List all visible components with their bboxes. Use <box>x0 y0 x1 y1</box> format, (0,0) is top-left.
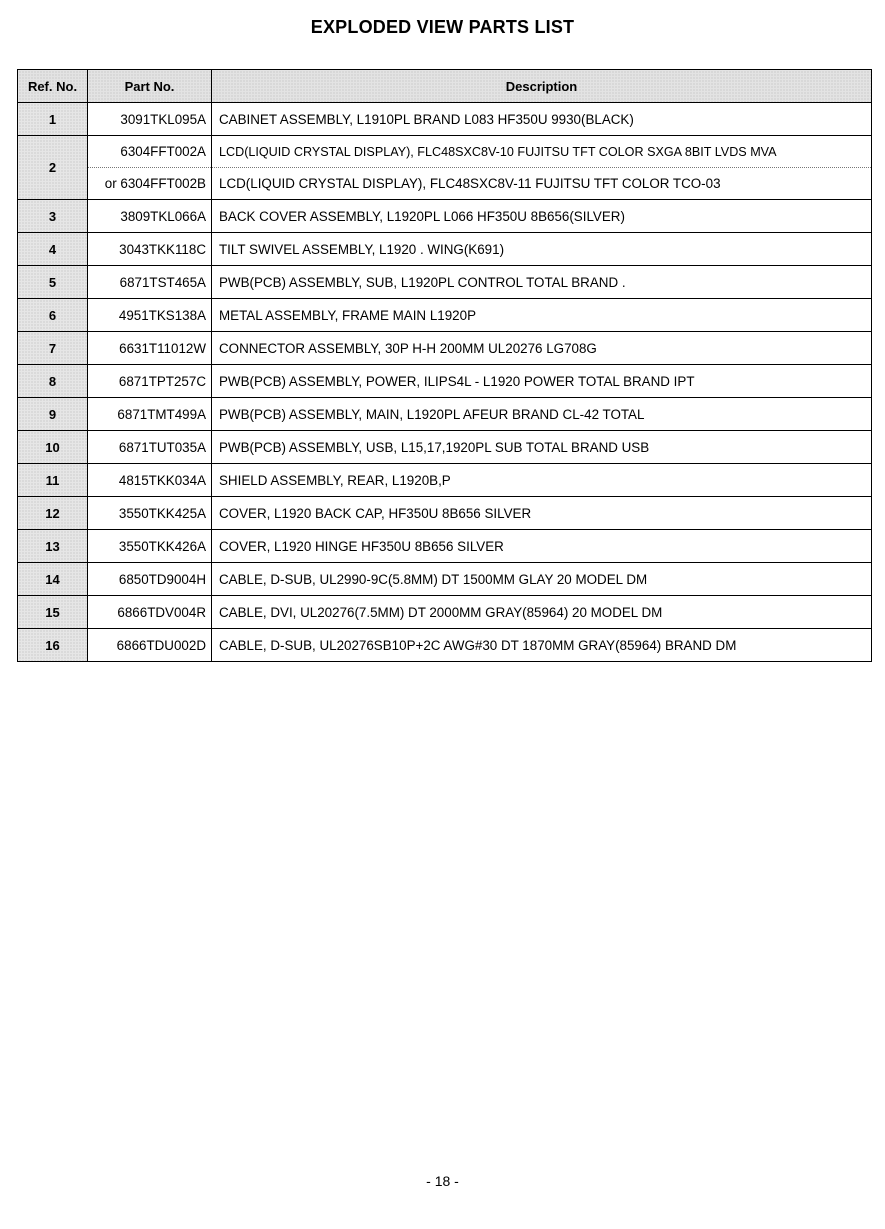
part-no-cell: 6304FFT002A <box>88 136 212 168</box>
table-row <box>18 398 872 431</box>
table-row <box>18 464 872 497</box>
description-cell: PWB(PCB) ASSEMBLY, USB, L15,17,1920PL SUB TOTAL BRAND USB <box>212 431 872 464</box>
ref-no-cell: 12 <box>18 497 88 530</box>
part-no-cell: 6871TPT257C <box>88 365 212 398</box>
table-row <box>18 266 872 299</box>
table-row <box>18 200 872 233</box>
table-row <box>18 629 872 662</box>
description-cell: TILT SWIVEL ASSEMBLY, L1920 . WING(K691) <box>212 233 872 266</box>
part-no-cell: 3043TKK118C <box>88 233 212 266</box>
ref-no-cell: 1 <box>18 103 88 136</box>
part-no-cell: 6871TUT035A <box>88 431 212 464</box>
ref-no-cell: 10 <box>18 431 88 464</box>
description-cell: SHIELD ASSEMBLY, REAR, L1920B,P <box>212 464 872 497</box>
ref-no-cell: 5 <box>18 266 88 299</box>
part-no-cell: 6871TMT499A <box>88 398 212 431</box>
description-cell: CONNECTOR ASSEMBLY, 30P H-H 200MM UL20276 LG708G <box>212 332 872 365</box>
table-row <box>18 332 872 365</box>
ref-no-cell: 4 <box>18 233 88 266</box>
part-no-cell: 3550TKK426A <box>88 530 212 563</box>
table-row <box>18 233 872 266</box>
ref-no-cell: 15 <box>18 596 88 629</box>
part-no-cell: 3550TKK425A <box>88 497 212 530</box>
description-cell: LCD(LIQUID CRYSTAL DISPLAY), FLC48SXC8V-10 FUJITSU TFT COLOR SXGA 8BIT LVDS MVA <box>212 136 872 168</box>
description-cell: METAL ASSEMBLY, FRAME MAIN L1920P <box>212 299 872 332</box>
part-no-cell: 6631T11012W <box>88 332 212 365</box>
part-no-cell: 3809TKL066A <box>88 200 212 233</box>
table-row <box>18 136 872 168</box>
ref-no-cell: 7 <box>18 332 88 365</box>
table-row <box>18 168 872 200</box>
table-header-row <box>18 70 872 103</box>
header-part-no: Part No. <box>88 70 212 103</box>
page-title: EXPLODED VIEW PARTS LIST <box>310 17 575 37</box>
part-no-cell: 6871TST465A <box>88 266 212 299</box>
description-cell: CABLE, D-SUB, UL2990-9C(5.8MM) DT 1500MM GLAY 20 MODEL DM <box>212 563 872 596</box>
description-cell: COVER, L1920 HINGE HF350U 8B656 SILVER <box>212 530 872 563</box>
description-cell: BACK COVER ASSEMBLY, L1920PL L066 HF350U 8B656(SILVER) <box>212 200 872 233</box>
description-cell: PWB(PCB) ASSEMBLY, MAIN, L1920PL AFEUR BRAND CL-42 TOTAL <box>212 398 872 431</box>
part-no-cell: 4815TKK034A <box>88 464 212 497</box>
description-cell: LCD(LIQUID CRYSTAL DISPLAY), FLC48SXC8V-11 FUJITSU TFT COLOR TCO-03 <box>212 168 872 200</box>
part-no-cell: 4951TKS138A <box>88 299 212 332</box>
ref-no-cell: 2 <box>18 136 88 200</box>
header-description: Description <box>212 70 872 103</box>
table-row <box>18 497 872 530</box>
table-row <box>18 365 872 398</box>
ref-no-cell: 13 <box>18 530 88 563</box>
table-row <box>18 530 872 563</box>
table-row <box>18 596 872 629</box>
ref-no-cell: 8 <box>18 365 88 398</box>
description-cell: COVER, L1920 BACK CAP, HF350U 8B656 SILVER <box>212 497 872 530</box>
part-no-cell: or 6304FFT002B <box>88 168 212 200</box>
description-cell: CABLE, D-SUB, UL20276SB10P+2C AWG#30 DT 1870MM GRAY(85964) BRAND DM <box>212 629 872 662</box>
part-no-cell: 6850TD9004H <box>88 563 212 596</box>
ref-no-cell: 16 <box>18 629 88 662</box>
description-cell: PWB(PCB) ASSEMBLY, SUB, L1920PL CONTROL TOTAL BRAND . <box>212 266 872 299</box>
description-cell: CABLE, DVI, UL20276(7.5MM) DT 2000MM GRAY(85964) 20 MODEL DM <box>212 596 872 629</box>
description-cell: CABINET ASSEMBLY, L1910PL BRAND L083 HF350U 9930(BLACK) <box>212 103 872 136</box>
ref-no-cell: 9 <box>18 398 88 431</box>
description-cell: PWB(PCB) ASSEMBLY, POWER, ILIPS4L - L1920 POWER TOTAL BRAND IPT <box>212 365 872 398</box>
ref-no-cell: 6 <box>18 299 88 332</box>
table-row <box>18 431 872 464</box>
ref-no-cell: 11 <box>18 464 88 497</box>
parts-table <box>17 69 872 662</box>
header-ref-no: Ref. No. <box>18 70 88 103</box>
table-row <box>18 103 872 136</box>
part-no-cell: 3091TKL095A <box>88 103 212 136</box>
ref-no-cell: 3 <box>18 200 88 233</box>
table-row <box>18 563 872 596</box>
table-row <box>18 299 872 332</box>
page-number: - 18 - <box>426 1173 459 1189</box>
part-no-cell: 6866TDU002D <box>88 629 212 662</box>
part-no-cell: 6866TDV004R <box>88 596 212 629</box>
ref-no-cell: 14 <box>18 563 88 596</box>
